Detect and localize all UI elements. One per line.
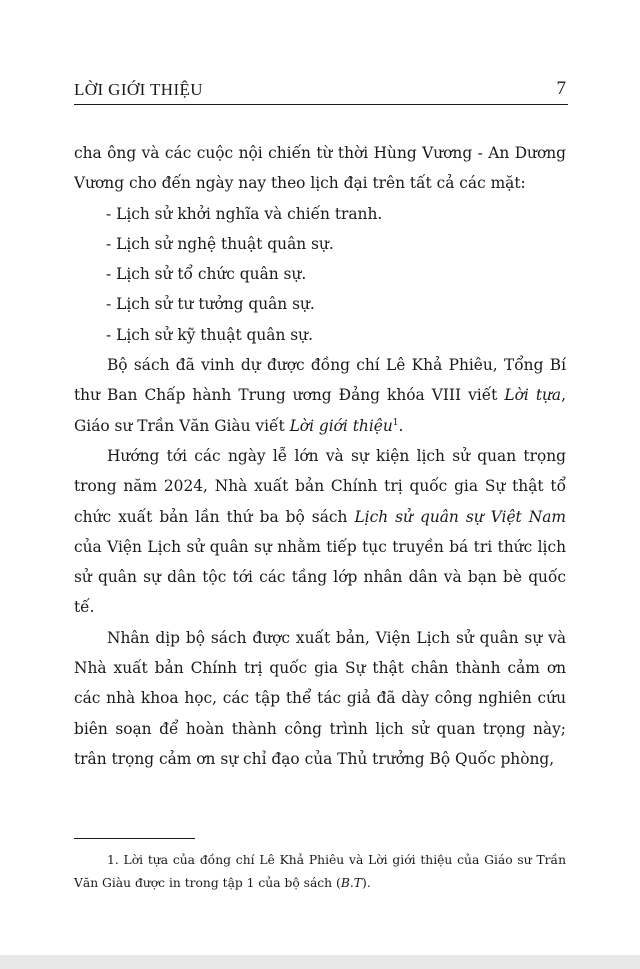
- page-number: 7: [556, 78, 566, 99]
- paragraph-continuation: cha ông và các cuộc nội chiến từ thời Hùng Vương - An Dương Vương cho đến ngày nay theo lịch đại trên tất cả các mặt:: [74, 144, 566, 193]
- italic-title: Lịch sử quân sự Việt Nam: [354, 507, 566, 526]
- list-item: - Lịch sử tổ chức quân sự.: [106, 265, 307, 284]
- footnote-abbrev: B.T: [340, 876, 362, 890]
- footnote-ref: 1: [392, 417, 399, 428]
- body-text: [74, 138, 566, 774]
- list-item: - Lịch sử nghệ thuật quân sự.: [106, 234, 334, 253]
- list-item: - Lịch sử tư tưởng quân sự.: [106, 295, 315, 314]
- footnote-text: 1. Lời tựa của đồng chí Lê Khả Phiêu và Lời giới thiệu của Giáo sư Trần Văn Giàu được in trong tập 1 của bộ sách (B.T).: [74, 853, 566, 890]
- paragraph-foreword: Bộ sách đã vinh dự được đồng chí Lê Khả Phiêu, Tổng Bí thư Ban Chấp hành Trung ương Đảng khóa VIII viết Lời tựa, Giáo sư Trần Văn Giàu viết Lời giới thiệu$^1$.: [74, 356, 566, 435]
- footnote: [74, 849, 566, 895]
- list-item: - Lịch sử khởi nghĩa và chiến tranh.: [106, 204, 383, 223]
- running-header: [74, 78, 568, 105]
- footnote-divider: [74, 838, 195, 839]
- list-item: - Lịch sử kỹ thuật quân sự.: [106, 325, 313, 344]
- italic-title: Lời giới thiệu: [289, 416, 393, 435]
- paragraph-thanks: Nhân dịp bộ sách được xuất bản, Viện Lịch sử quân sự và Nhà xuất bản Chính trị quốc gia Sự thật chân thành cảm ơn các nhà khoa học, các tập thể tác giả đã dày công nghiên cứu biên soạn để hoàn thành công trình lịch sử quan trọng này; trân trọng cảm ơn sự chỉ đạo của Thủ trưởng Bộ Quốc phòng,: [74, 628, 566, 768]
- italic-title: Lời tựa: [504, 386, 562, 405]
- header-title: LỜI GIỚI THIỆU: [74, 80, 203, 99]
- paragraph-publication: Hướng tới các ngày lễ lớn và sự kiện lịch sử quan trọng trong năm 2024, Nhà xuất bản Chính trị quốc gia Sự thật tổ chức xuất bản lần thứ ba bộ sách Lịch sử quân sự Việt Nam của Viện Lịch sử quân sự nhằm tiếp tục truyền bá tri thức lịch sử quân sự dân tộc tới các tầng lớp nhân dân và bạn bè quốc tế.: [74, 446, 566, 617]
